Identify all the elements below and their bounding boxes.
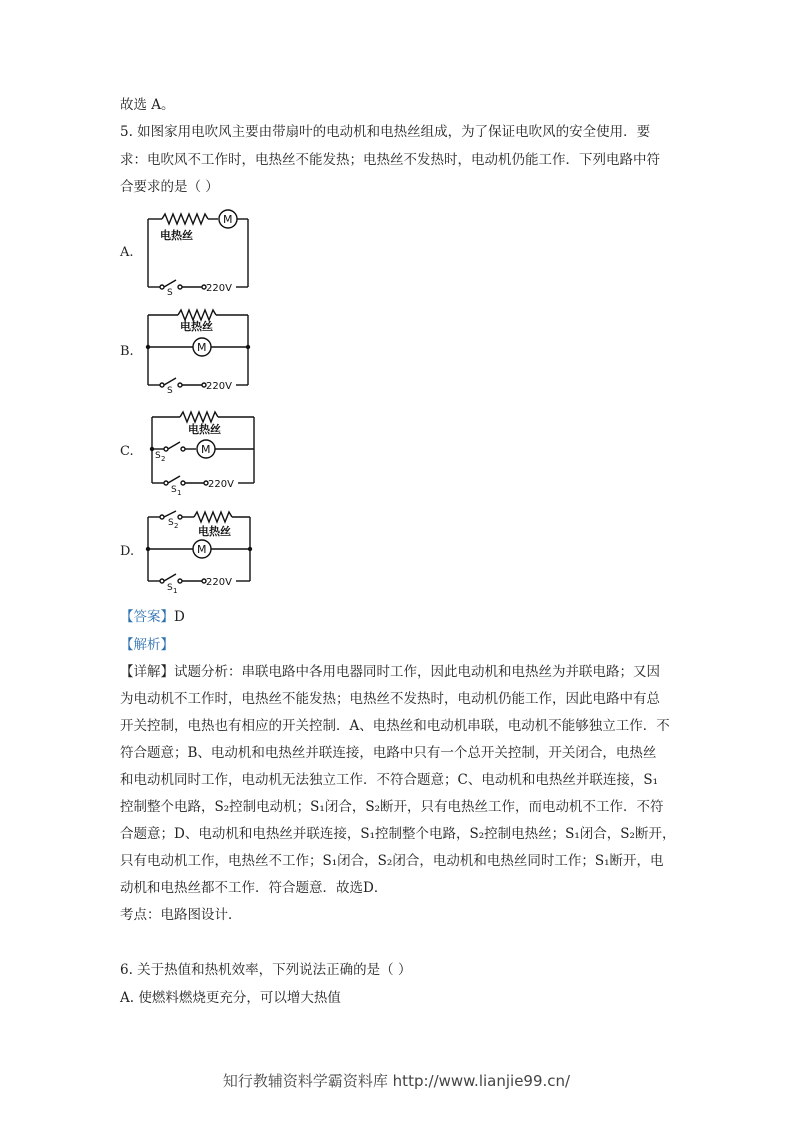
detail-line-9: 动机和电热丝都不工作．符合题意．故选D．	[120, 880, 388, 896]
switch1-label: S	[171, 485, 177, 495]
detail-line-3: 开关控制，电热也有相应的开关控制．A、电热丝和电动机串联，电动机不能够独立工作．不	[120, 718, 670, 734]
motor-label: M	[223, 213, 233, 226]
heater-label: 电热丝	[198, 525, 231, 538]
switch2-label: S	[168, 518, 174, 528]
circuit-c	[140, 405, 265, 504]
previous-answer: 故选 A。	[120, 97, 175, 113]
circuit-d	[140, 505, 265, 604]
circuit-a	[140, 205, 260, 299]
q5-stem-line3: 合要求的是（ ）	[120, 179, 219, 195]
heater-label: 电热丝	[188, 423, 221, 436]
switch2-subscript: 2	[161, 455, 166, 463]
switch-label: S	[167, 288, 173, 295]
option-b-label: B.	[120, 344, 134, 359]
detail-line-1	[120, 662, 660, 682]
q6-option-a: A. 使燃料燃烧更充分，可以增大热值	[120, 990, 341, 1006]
detail-line-6: 控制整个电路，S₂控制电动机；S₁闭合，S₂断开，只有电热丝工作，而电动机不工作．不符	[120, 799, 664, 815]
motor-label: M	[197, 543, 207, 556]
switch1-subscript: 1	[173, 587, 178, 595]
motor-label: M	[201, 443, 211, 456]
answer-tag: 【答案】	[120, 609, 174, 625]
voltage-label: 220V	[206, 577, 232, 588]
switch2-subscript: 2	[174, 522, 179, 530]
q5-stem-line1: 5. 如图家用电吹风主要由带扇叶的电动机和电热丝组成，为了保证电吹风的安全使用．要	[120, 124, 651, 140]
heater-label: 电热丝	[160, 229, 193, 242]
answer-value: D	[174, 609, 185, 625]
footer-watermark: 知行教辅资料学霸资料库 http://www.lianjie99.cn/	[222, 1072, 571, 1090]
detail-line-5: 和电动机同时工作，电动机无法独立工作．不符合题意；C、电动机和电热丝并联连接，S₁	[120, 772, 658, 788]
option-d-label: D.	[120, 544, 135, 559]
detail-line-2: 为电动机不工作时，电热丝不能发热；电热丝不发热时，电动机仍能工作，因此电路中有总	[120, 691, 660, 707]
detail-text-1: 试题分析：串联电路中各用电器同时工作，因此电动机和电热丝为并联电路；又因	[174, 664, 660, 680]
voltage-label: 220V	[206, 283, 232, 294]
kaodian-line: 考点：电路图设计．	[120, 907, 242, 923]
answer-line	[120, 607, 185, 627]
switch-label: S	[167, 386, 173, 395]
detail-line-8: 只有电动机工作，电热丝不工作；S₁闭合，S₂闭合，电动机和电热丝同时工作；S₁断开，电	[120, 853, 664, 869]
q5-stem-line2: 求：电吹风不工作时，电热丝不能发热；电热丝不发热时，电动机仍能工作．下列电路中符	[120, 152, 660, 168]
voltage-label: 220V	[208, 479, 234, 490]
detail-tag: 【详解】	[120, 664, 174, 680]
detail-line-7: 合题意；D、电动机和电热丝并联连接，S₁控制整个电路，S₂控制电热丝；S₁闭合，S₂断开，	[120, 826, 676, 842]
switch1-subscript: 1	[177, 489, 182, 497]
circuit-b	[140, 305, 260, 399]
heater-label: 电热丝	[180, 320, 213, 333]
option-a-label: A.	[120, 245, 134, 260]
analysis-tag: 【解析】	[120, 637, 174, 653]
q6-stem: 6. 关于热值和热机效率，下列说法正确的是（ ）	[120, 962, 412, 978]
analysis-line	[120, 635, 174, 655]
switch1-label: S	[167, 583, 173, 593]
switch2-label: S	[155, 451, 161, 461]
option-c-label: C.	[120, 444, 134, 459]
detail-line-4: 符合题意；B、电动机和电热丝并联连接，电路中只有一个总开关控制，开关闭合，电热丝	[120, 745, 657, 761]
motor-label: M	[197, 341, 207, 354]
voltage-label: 220V	[206, 381, 232, 392]
